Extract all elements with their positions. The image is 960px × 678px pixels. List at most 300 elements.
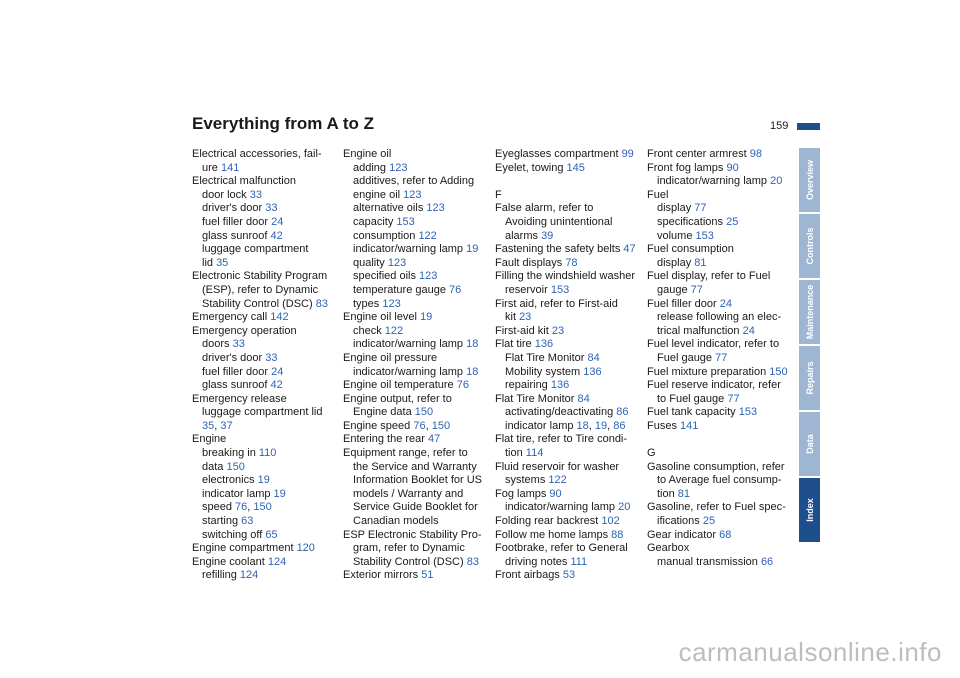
index-entry: [495, 379, 641, 393]
index-entry: [495, 257, 641, 271]
index-entry: [343, 202, 489, 216]
index-entry: [192, 257, 338, 271]
page-reference-link[interactable]: 153: [738, 406, 758, 419]
index-entry: [192, 175, 338, 189]
index-entry: [192, 298, 338, 312]
page-reference-link[interactable]: 76: [456, 379, 469, 392]
page-reference-link[interactable]: 123: [419, 270, 438, 283]
index-entry-text: Eyeglasses compartment: [495, 148, 622, 160]
index-column-1: [192, 148, 338, 583]
index-entry: [192, 420, 338, 434]
page-reference-link[interactable]: 83: [315, 297, 328, 310]
index-entry: [343, 433, 489, 447]
index-entry-text: ure: [202, 161, 221, 174]
page-reference-link[interactable]: 122: [384, 324, 404, 337]
page-reference-link[interactable]: 141: [680, 419, 699, 432]
page-ref-separator: ,: [425, 419, 432, 432]
index-entry-text: display: [657, 202, 695, 215]
index-entry-text: False alarm, refer to: [495, 202, 594, 215]
index-entry: [343, 270, 489, 284]
index-entry-text: Engine oil temperature: [343, 379, 457, 392]
index-entry: [192, 148, 338, 162]
index-entry: [647, 189, 793, 203]
index-entry: [192, 216, 338, 230]
page-reference-link[interactable]: 19: [273, 487, 286, 500]
index-entry-text: Engine output, refer to: [343, 392, 452, 405]
page-reference-link[interactable]: 23: [551, 324, 565, 337]
index-entry: [192, 230, 338, 244]
index-entry: [343, 393, 489, 407]
page-reference-link[interactable]: 150: [253, 501, 272, 514]
page-reference-link[interactable]: 19: [257, 474, 270, 487]
page-ref-separator: ,: [247, 501, 254, 514]
index-entry: [192, 461, 338, 475]
tab-repairs[interactable]: [799, 346, 820, 410]
page-reference-link[interactable]: 90: [726, 161, 739, 174]
index-entry-text: Electronic Stability Program: [192, 270, 328, 283]
page-reference-link[interactable]: 35: [216, 256, 229, 269]
index-entry-text: Canadian models: [353, 515, 439, 528]
index-entry-text: Fluid reservoir for washer: [495, 460, 620, 473]
index-entry-text: volume: [657, 229, 696, 242]
index-entry-text: Filling the windshield washer: [495, 270, 636, 283]
page-reference-link[interactable]: 84: [577, 392, 590, 405]
index-entry: [343, 230, 489, 244]
index-entry-text: Follow me home lamps: [495, 528, 612, 541]
index-letter-heading: [647, 447, 793, 461]
page-ref-separator: ,: [607, 419, 614, 432]
index-entry: [192, 366, 338, 380]
page-reference-link[interactable]: 42: [270, 379, 283, 392]
index-entry-text: gauge: [657, 283, 691, 296]
index-entry: [495, 488, 641, 502]
index-entry: [192, 162, 338, 176]
index-entry-text: indicator/warning lamp: [353, 365, 467, 378]
index-entry: [647, 298, 793, 312]
page-reference-link[interactable]: 24: [719, 297, 733, 310]
index-entry: [343, 488, 489, 502]
index-entry-text: Gasoline consumption, refer: [647, 460, 785, 473]
index-entry-text: Fuses: [647, 419, 681, 432]
watermark: carmanualsonline.info: [678, 637, 942, 667]
index-entry-text: First aid, refer to First-aid: [495, 297, 618, 310]
index-entry-text: tion: [657, 487, 678, 500]
index-entry: [647, 393, 793, 407]
index-entry: [343, 325, 489, 339]
index-entry-text: repairing: [505, 379, 551, 392]
page-reference-link[interactable]: 99: [621, 148, 634, 160]
index-entry: [647, 501, 793, 515]
page-reference-link[interactable]: 81: [694, 256, 707, 269]
index-entry-text: reservoir: [505, 283, 551, 296]
index-entry: [647, 257, 793, 271]
index-entry-text: Engine oil pressure: [343, 351, 438, 364]
index-entry-text: Front fog lamps: [647, 161, 727, 174]
index-entry: [343, 406, 489, 420]
index-entry-text: doors: [202, 338, 233, 351]
index-entry: [647, 284, 793, 298]
index-entry: [192, 352, 338, 366]
page-reference-link[interactable]: 33: [232, 338, 245, 351]
index-entry: [647, 175, 793, 189]
index-entry: [192, 501, 338, 515]
index-entry-text: indicator lamp: [202, 487, 274, 500]
index-entry-text: systems: [505, 474, 549, 487]
index-entry: [495, 148, 641, 162]
index-entry: [495, 366, 641, 380]
index-entry-text: Fastening the safety belts: [495, 243, 624, 256]
page-reference-link[interactable]: 136: [583, 365, 602, 378]
page-reference-link[interactable]: 19: [420, 311, 433, 324]
page-reference-link[interactable]: 76: [235, 501, 248, 514]
index-entry-text: alarms: [505, 229, 542, 242]
index-entry: [647, 529, 793, 543]
tab-index[interactable]: [799, 478, 820, 542]
index-entry-text: consumption: [353, 229, 419, 242]
page-reference-link[interactable]: 25: [702, 515, 716, 528]
index-entry: [647, 488, 793, 502]
page-reference-link[interactable]: 76: [449, 283, 462, 296]
page-reference-link[interactable]: 124: [267, 555, 287, 568]
index-entry: [343, 175, 489, 189]
page-reference-link[interactable]: 81: [677, 487, 691, 500]
index-entry: [647, 461, 793, 475]
index-entry: [343, 474, 489, 488]
index-entry-text: capacity: [353, 215, 397, 228]
index-entry-text: to Fuel gauge: [657, 392, 728, 405]
index-entry-text: luggage compartment lid: [202, 406, 323, 419]
page-reference-link[interactable]: 77: [694, 202, 707, 215]
index-entry: [647, 379, 793, 393]
page-reference-link[interactable]: 47: [623, 243, 636, 256]
index-entry-text: Information Booklet for US: [353, 474, 483, 487]
index-entry-text: Stability Control (DSC): [202, 297, 316, 310]
index-entry: [192, 393, 338, 407]
index-entry-text: lid: [202, 256, 217, 269]
page-reference-link[interactable]: 33: [265, 351, 278, 364]
index-entry-text: driving notes: [505, 555, 571, 568]
index-entry-text: electronics: [202, 474, 258, 487]
index-entry-text: Exterior mirrors: [343, 569, 422, 582]
index-entry-text: fuel filler door: [202, 365, 272, 378]
page-reference-link[interactable]: 153: [550, 283, 570, 296]
index-entry: [343, 529, 489, 543]
tab-label: Data: [804, 434, 815, 454]
page-title: Everything from A to Z: [192, 114, 374, 133]
page-reference-link[interactable]: 84: [587, 351, 600, 364]
index-entry: [343, 420, 489, 434]
index-entry-text: gram, refer to Dynamic: [353, 542, 465, 555]
page-reference-link[interactable]: 123: [387, 256, 407, 269]
index-entry: [647, 243, 793, 257]
page-reference-link[interactable]: 33: [249, 188, 262, 201]
index-column-3: [495, 148, 641, 583]
index-entry-text: Stability Control (DSC): [353, 555, 467, 568]
index-entry: [647, 542, 793, 556]
index-entry: [495, 243, 641, 257]
index-entry-text: Front airbags: [495, 569, 563, 582]
index-entry-text: types: [353, 297, 383, 310]
index-entry-text: Fuel display, refer to Fuel: [647, 270, 771, 283]
page-reference-link[interactable]: 111: [570, 555, 588, 568]
index-entry: [192, 202, 338, 216]
page-reference-link[interactable]: 77: [715, 351, 728, 364]
index-entry-text: Fuel consumption: [647, 243, 734, 256]
index-entry: [647, 311, 793, 325]
index-entry: [647, 474, 793, 488]
page-reference-link[interactable]: 53: [562, 569, 576, 582]
page-reference-link[interactable]: 35: [202, 419, 215, 432]
page-reference-link[interactable]: 51: [421, 569, 434, 582]
index-entry-text: additives, refer to Adding: [353, 175, 475, 188]
page-reference-link[interactable]: 20: [770, 175, 783, 188]
index-entry: [495, 325, 641, 339]
page-reference-link[interactable]: 136: [534, 338, 554, 351]
index-entry-text: Engine: [192, 433, 227, 446]
index-entry-text: Electrical accessories, fail-: [192, 148, 322, 160]
index-entry: [192, 325, 338, 339]
index-entry: [647, 216, 793, 230]
index-entry-text: driver's door: [202, 351, 266, 364]
index-entry: [343, 542, 489, 556]
index-entry: [192, 379, 338, 393]
index-entry-text: temperature gauge: [353, 283, 450, 296]
index-entry-text: glass sunroof: [202, 229, 271, 242]
index-entry-text: speed: [202, 501, 236, 514]
index-entry-text: adding: [353, 161, 390, 174]
page-reference-link[interactable]: 88: [611, 528, 624, 541]
page-reference-link[interactable]: 122: [548, 474, 567, 487]
tab-label: Controls: [804, 227, 815, 265]
index-entry-text: quality: [353, 256, 388, 269]
index-entry-text: Gasoline, refer to Fuel spec-: [647, 501, 786, 514]
index-entry: [192, 338, 338, 352]
index-entry: [495, 461, 641, 475]
page-reference-link[interactable]: 42: [270, 229, 283, 242]
index-entry-text: Engine oil level: [343, 311, 421, 324]
page-reference-link[interactable]: 20: [618, 501, 631, 514]
index-entry-text: F: [495, 188, 502, 201]
index-entry: [495, 433, 641, 447]
page-reference-link[interactable]: 153: [695, 229, 714, 242]
index-entry-text: starting: [202, 515, 242, 528]
index-entry: [495, 529, 641, 543]
index-entry: [192, 270, 338, 284]
index-entry-text: specifications: [657, 215, 727, 228]
index-entry-text: Engine data: [353, 406, 415, 419]
page-reference-link[interactable]: 66: [760, 555, 774, 568]
index-entry-text: Flat Tire Monitor: [505, 351, 588, 364]
index-entry: [495, 270, 641, 284]
page-reference-link[interactable]: 68: [719, 528, 732, 541]
index-entry: [192, 515, 338, 529]
page-reference-link[interactable]: 150: [414, 406, 434, 419]
index-entry: [647, 556, 793, 570]
index-entry: [343, 515, 489, 529]
page-reference-link[interactable]: 39: [541, 229, 554, 242]
index-entry: [495, 162, 641, 176]
page-reference-link[interactable]: 23: [519, 311, 532, 324]
index-entry-text: Electrical malfunction: [192, 175, 296, 188]
index-entry: [495, 202, 641, 216]
index-entry: [495, 420, 641, 434]
index-entry: [647, 270, 793, 284]
index-entry-text: display: [657, 256, 695, 269]
index-entry-text: G: [647, 447, 656, 460]
tab-overview[interactable]: [799, 148, 820, 212]
index-entry-text: release following an elec-: [657, 311, 782, 324]
index-entry-text: (ESP), refer to Dynamic: [202, 283, 319, 296]
index-letter-heading: [495, 189, 641, 203]
index-entry-text: breaking in: [202, 447, 259, 460]
index-entry: [647, 230, 793, 244]
index-entry: [343, 556, 489, 570]
page-reference-link[interactable]: 98: [749, 148, 762, 160]
index-entry: [495, 311, 641, 325]
tab-label: Repairs: [804, 361, 815, 395]
index-entry-text: Gear indicator: [647, 528, 720, 541]
index-entry: [495, 338, 641, 352]
page-reference-link[interactable]: 86: [616, 406, 629, 419]
index-entry-text: Equipment range, refer to: [343, 447, 468, 460]
page-reference-link[interactable]: 153: [396, 215, 415, 228]
page-reference-link[interactable]: 123: [403, 188, 422, 201]
index-entry-text: indicator/warning lamp: [657, 175, 771, 188]
index-entry-text: Folding rear backrest: [495, 515, 602, 528]
tab-maintenance[interactable]: [799, 280, 820, 344]
index-entry-text: specified oils: [353, 270, 420, 283]
page-reference-link[interactable]: 78: [565, 256, 578, 269]
index-entry-text: ifications: [657, 515, 703, 528]
page-reference-link[interactable]: 150: [226, 460, 245, 473]
index-entry-text: ESP Electronic Stability Pro-: [343, 528, 482, 541]
page-reference-link[interactable]: 102: [601, 515, 620, 528]
index-entry: [647, 338, 793, 352]
page-reference-link[interactable]: 77: [690, 283, 703, 296]
index-entry-text: refilling: [202, 569, 240, 582]
page-reference-link[interactable]: 145: [566, 161, 585, 174]
page-reference-link[interactable]: 18: [576, 419, 589, 432]
page-reference-link[interactable]: 19: [594, 419, 608, 432]
page-reference-link[interactable]: 18: [466, 365, 479, 378]
index-entry: [343, 366, 489, 380]
index-entry-text: First-aid kit: [495, 324, 552, 337]
index-entry-text: Flat Tire Monitor: [495, 392, 578, 405]
page-number: 159: [770, 120, 789, 132]
index-entry: [192, 311, 338, 325]
page-reference-link[interactable]: 18: [466, 338, 479, 351]
page-reference-link[interactable]: 90: [549, 487, 562, 500]
index-entry-text: Fault displays: [495, 256, 566, 269]
page-reference-link[interactable]: 83: [466, 555, 479, 568]
index-entry: [192, 474, 338, 488]
index-entry: [343, 379, 489, 393]
page-reference-link[interactable]: 150: [431, 419, 451, 432]
index-entry-text: check: [353, 324, 385, 337]
page-reference-link[interactable]: 122: [418, 229, 437, 242]
page-reference-link[interactable]: 19: [466, 243, 479, 256]
index-entry: [495, 569, 641, 583]
index-entry-text: driver's door: [202, 202, 266, 215]
page-reference-link[interactable]: 120: [296, 542, 315, 555]
index-entry-text: fuel filler door: [202, 215, 272, 228]
page-reference-link[interactable]: 142: [270, 311, 289, 324]
page-reference-link[interactable]: 65: [265, 528, 278, 541]
page-reference-link[interactable]: 33: [265, 202, 278, 215]
index-entry-text: indicator/warning lamp: [353, 338, 467, 351]
page-reference-link[interactable]: 77: [727, 392, 740, 405]
index-entry: [343, 216, 489, 230]
index-entry: [647, 515, 793, 529]
index-entry: [343, 447, 489, 461]
index-entry-text: Engine oil: [343, 148, 392, 160]
index-entry: [495, 406, 641, 420]
index-entry: [192, 542, 338, 556]
index-entry: [495, 230, 641, 244]
index-entry: [343, 298, 489, 312]
index-entry-text: Footbrake, refer to General: [495, 542, 628, 555]
page-reference-link[interactable]: 110: [258, 447, 277, 460]
index-entry-text: Fuel level indicator, refer to: [647, 338, 780, 351]
index-entry-text: Engine compartment: [192, 542, 297, 555]
index-entry: [192, 189, 338, 203]
index-entry: [192, 488, 338, 502]
page-reference-link[interactable]: 37: [220, 419, 233, 432]
index-entry: [343, 311, 489, 325]
page-reference-link[interactable]: 123: [382, 297, 401, 310]
tab-label: Index: [804, 498, 815, 522]
index-entry-text: Service Guide Booklet for: [353, 501, 478, 514]
index-entry: [495, 284, 641, 298]
page-reference-link[interactable]: 123: [389, 161, 408, 174]
page-reference-link[interactable]: 76: [413, 419, 426, 432]
index-entry-text: Gearbox: [647, 542, 690, 555]
index-entry-text: Fuel: [647, 188, 669, 201]
page-ref-separator: ,: [214, 419, 221, 432]
page-reference-link[interactable]: 141: [220, 161, 240, 174]
index-entry: [647, 202, 793, 216]
page-reference-link[interactable]: 150: [769, 365, 788, 378]
page-reference-link[interactable]: 24: [271, 365, 284, 378]
tab-controls[interactable]: [799, 214, 820, 278]
index-entry-text: indicator/warning lamp: [353, 243, 467, 256]
index-entry-text: Fuel mixture preparation: [647, 365, 770, 378]
page-reference-link[interactable]: 47: [428, 433, 441, 446]
index-entry: [647, 406, 793, 420]
page-reference-link[interactable]: 123: [426, 202, 445, 215]
index-entry-text: Eyelet, towing: [495, 161, 567, 174]
page-reference-link[interactable]: 86: [613, 419, 626, 432]
index-entry-text: indicator/warning lamp: [505, 501, 619, 514]
index-entry: [343, 148, 489, 162]
page-reference-link[interactable]: 25: [726, 215, 739, 228]
page-reference-link[interactable]: 136: [550, 379, 570, 392]
index-entry: [647, 352, 793, 366]
page-reference-link[interactable]: 24: [271, 215, 284, 228]
page-reference-link[interactable]: 24: [742, 324, 755, 337]
index-entry: [192, 447, 338, 461]
index-entry-text: luggage compartment: [202, 243, 309, 256]
index-entry: [495, 447, 641, 461]
page-reference-link[interactable]: 63: [241, 515, 254, 528]
index-entry: [495, 556, 641, 570]
page-reference-link[interactable]: 114: [525, 447, 544, 460]
index-entry: [192, 529, 338, 543]
index-entry-text: glass sunroof: [202, 379, 271, 392]
tab-data[interactable]: [799, 412, 820, 476]
page-reference-link[interactable]: 124: [239, 569, 259, 582]
index-entry-text: Fuel tank capacity: [647, 406, 739, 419]
